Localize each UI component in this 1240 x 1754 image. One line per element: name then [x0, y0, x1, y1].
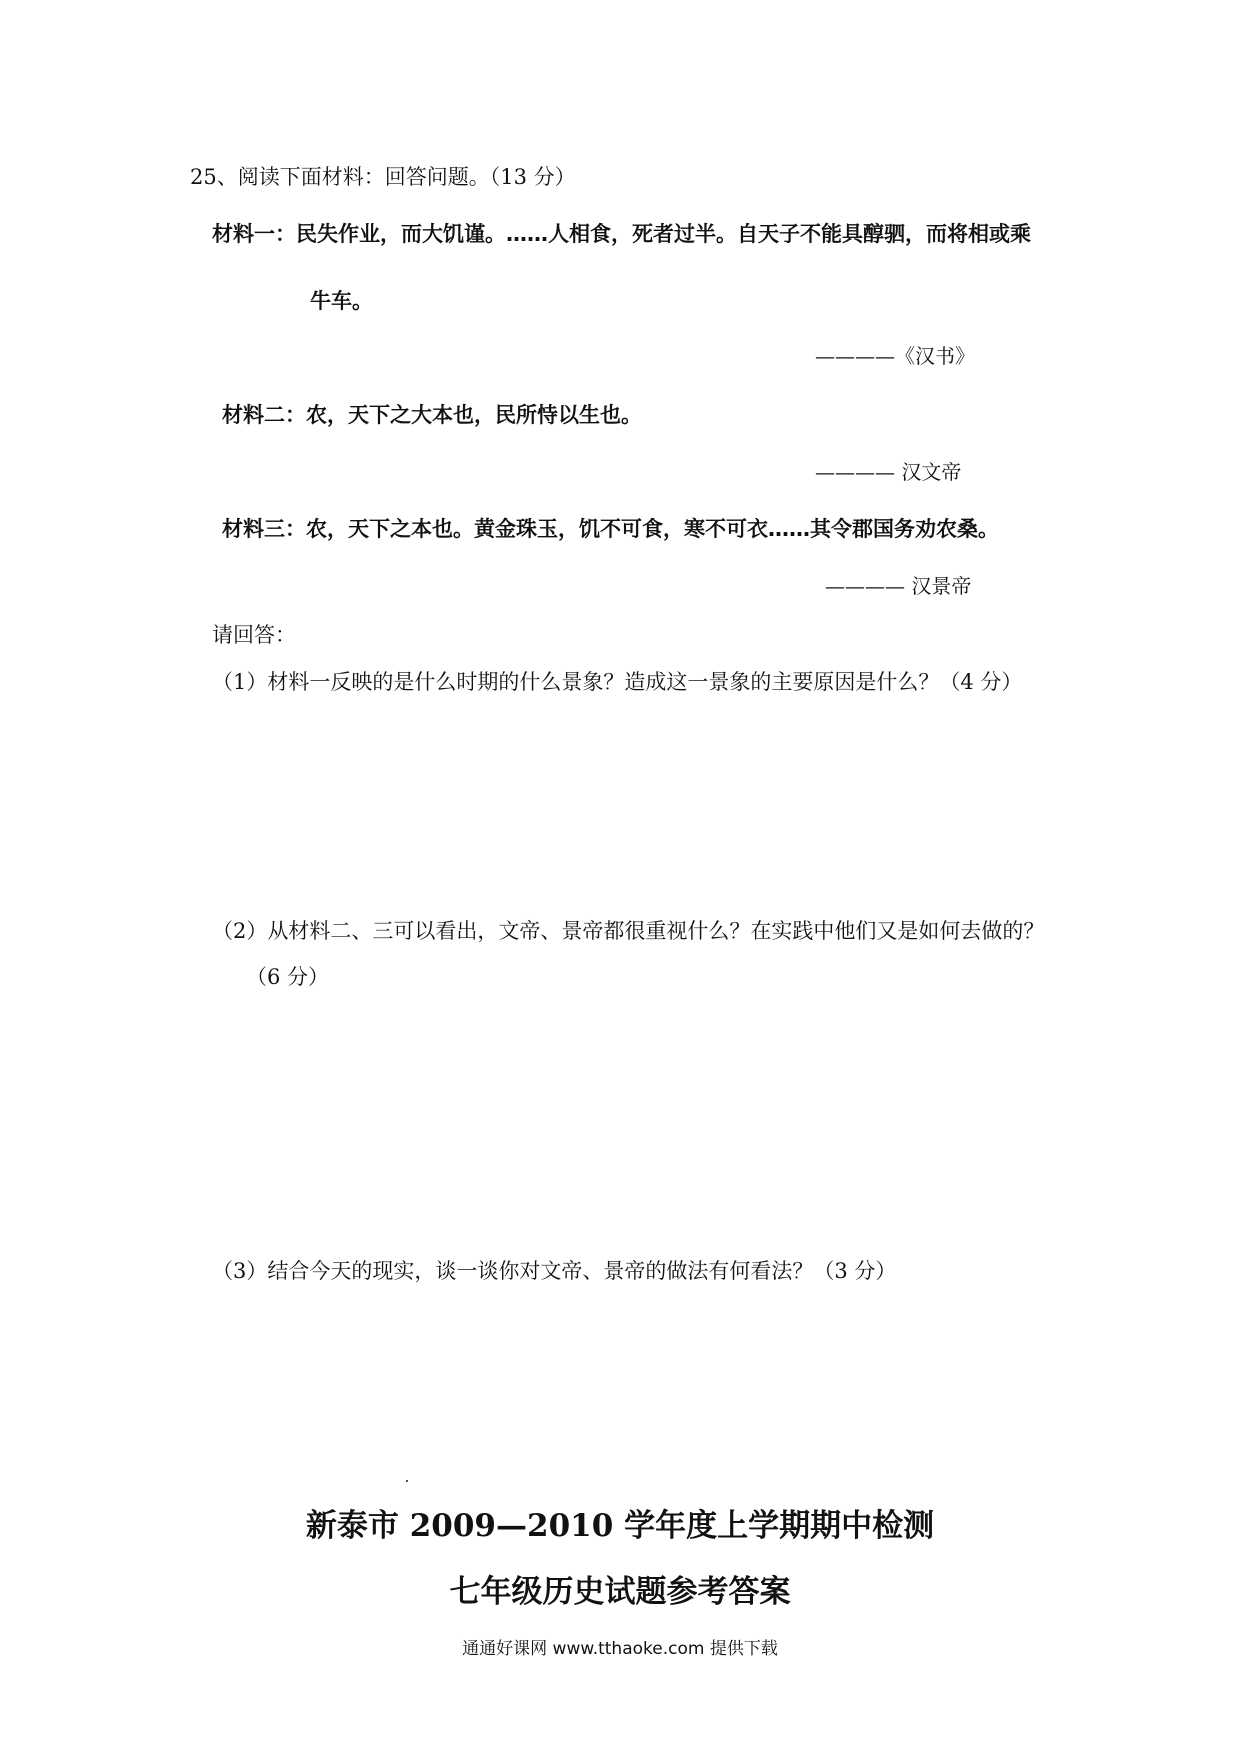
material-1-line-1: 材料一：民失作业，而大饥谨。……人相食，死者过半。自天子不能具醇驷，而将相或乘 [212, 222, 1031, 246]
material-1-source: ————《汉书》 [815, 344, 975, 368]
sub-question-2-line-2: （6 分） [246, 965, 330, 989]
material-1-line-2: 牛车。 [310, 289, 373, 313]
answer-prompt: 请回答： [212, 623, 296, 647]
sub-question-1: （1）材料一反映的是什么时期的什么景象？造成这一景象的主要原因是什么？（4 分） [212, 670, 1023, 694]
material-2-source: ———— 汉文帝 [815, 460, 962, 484]
download-footer: 通通好课网 www.tthaoke.com 提供下载 [462, 1639, 778, 1659]
material-3-source: ———— 汉景帝 [825, 574, 972, 598]
sub-question-3: （3）结合今天的现实，谈一谈你对文帝、景帝的做法有何看法？（3 分） [212, 1259, 897, 1283]
question-25-header: 25、阅读下面材料：回答问题。（13 分） [190, 165, 576, 189]
scan-speck [406, 1480, 408, 1482]
sub-question-2-line-1: （2）从材料二、三可以看出，文帝、景帝都很重视什么？在实践中他们又是如何去做的？ [212, 919, 1045, 943]
answer-title-line-1: 新泰市 2009—2010 学年度上学期期中检测 [305, 1508, 935, 1544]
answer-title-line-2: 七年级历史试题参考答案 [449, 1574, 791, 1610]
material-2-text: 材料二：农，天下之大本也，民所恃以生也。 [222, 403, 642, 427]
material-3-text: 材料三：农，天下之本也。黄金珠玉，饥不可食，寒不可衣……其令郡国务劝农桑。 [222, 517, 999, 541]
